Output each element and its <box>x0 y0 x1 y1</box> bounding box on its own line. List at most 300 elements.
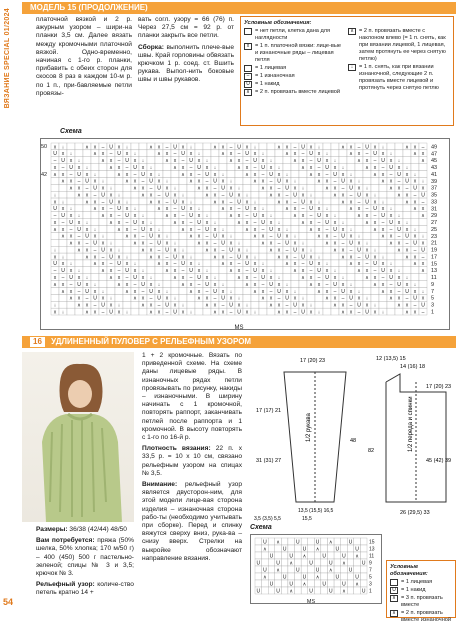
chart-cell <box>59 191 67 198</box>
chart-symbol: x <box>301 158 305 165</box>
chart-symbol: x <box>141 185 145 192</box>
chart-symbol: U <box>325 219 329 226</box>
chart-symbol: – <box>341 295 345 302</box>
chart-symbol: x <box>277 302 281 309</box>
chart-symbol: x <box>221 288 225 295</box>
chart-cell <box>211 150 219 157</box>
chart-symbol: U <box>325 164 329 171</box>
chart-cell <box>195 246 203 253</box>
chart-symbol: – <box>365 151 369 158</box>
chart-symbol: – <box>125 219 129 226</box>
chart-symbol: ↓ <box>101 233 105 240</box>
chart-symbol: ↓ <box>213 164 217 171</box>
chart-cell <box>75 143 83 150</box>
chart-symbol: ↓ <box>157 226 161 233</box>
chart-symbol: ↓ <box>381 144 385 151</box>
chart-symbol: ∧ <box>277 309 281 316</box>
chart-symbol: x <box>133 288 137 295</box>
chart16-cell <box>321 587 328 594</box>
chart-symbol: ∧ <box>397 247 401 254</box>
chart-symbol: ∧ <box>357 268 361 275</box>
chart-symbol: ↓ <box>397 213 401 220</box>
chart-symbol: – <box>61 164 65 171</box>
chart-symbol: – <box>373 213 377 220</box>
chart-symbol: x <box>373 275 377 281</box>
chart-symbol: – <box>365 261 369 268</box>
chart-symbol: x <box>341 302 345 309</box>
chart-symbol: x <box>389 288 393 295</box>
chart-symbol: x <box>269 275 273 281</box>
chart16-cell <box>347 587 354 594</box>
chart-symbol: ↓ <box>141 268 145 275</box>
chart-symbol: – <box>397 178 401 185</box>
chart16-cell <box>334 538 341 545</box>
chart-symbol: x <box>213 171 217 178</box>
chart-symbol: U <box>197 164 201 171</box>
chart-symbol: U <box>69 275 73 281</box>
chart-symbol: U <box>109 254 113 261</box>
chart16-symbol: U <box>361 560 366 567</box>
chart-symbol: ∧ <box>405 254 409 261</box>
chart-symbol: ∧ <box>197 240 201 247</box>
row-number: 35 <box>431 192 438 199</box>
chart-symbol: ∧ <box>213 199 217 206</box>
chart-symbol: ∧ <box>421 158 425 165</box>
chart-symbol: x <box>77 240 81 247</box>
chart-symbol: U <box>237 309 241 316</box>
chart-symbol: – <box>77 233 81 240</box>
chart-symbol: x <box>157 309 161 316</box>
chart-cell <box>307 232 315 239</box>
chart-symbol: x <box>101 185 105 192</box>
chart-symbol-icon: U <box>244 81 252 88</box>
chart-symbol: x <box>117 199 121 206</box>
chart-cell <box>147 260 155 267</box>
chart-cell <box>235 287 243 294</box>
chart-cell <box>115 294 123 301</box>
chart-cell <box>299 232 307 239</box>
chart-symbol: U <box>357 192 361 199</box>
assembly-text: выполнить плече-вые швы. Край горловины обвязать крючком 1 р. соед. ст. Вшить рукава. Выпол-нить боковые швы и швы рукавов. <box>138 43 234 84</box>
chart-symbol: ∧ <box>189 233 193 240</box>
chart-symbol: x <box>389 158 393 165</box>
chart-symbol: ∧ <box>373 281 377 288</box>
chart-symbol: – <box>333 233 337 240</box>
chart-symbol: – <box>229 254 233 261</box>
chart-symbol: ∧ <box>285 261 289 268</box>
chart-symbol: x <box>397 185 401 192</box>
chart-symbol: ∧ <box>333 247 337 254</box>
chart-cell <box>171 287 179 294</box>
chart-symbol: ↓ <box>317 309 321 316</box>
chart-symbol: U <box>221 295 225 302</box>
chart-symbol: ∧ <box>189 288 193 295</box>
chart-symbol: – <box>349 247 353 254</box>
chart-symbol: x <box>221 178 225 185</box>
chart16-cell <box>255 573 262 580</box>
chart-cell <box>211 157 219 164</box>
chart-symbol: – <box>317 275 321 281</box>
chart-symbol: x <box>309 164 313 171</box>
chart16-cell <box>255 545 262 552</box>
chart-symbol: U <box>237 254 241 261</box>
chart-symbol: U <box>349 185 353 192</box>
chart-cell <box>107 177 115 184</box>
chart-symbol: U <box>125 158 129 165</box>
chart-symbol: x <box>93 288 97 295</box>
chart-cell <box>59 301 67 308</box>
legend16-title: Условные обозначения: <box>390 564 428 577</box>
chart-symbol: ∧ <box>277 254 281 261</box>
chart-symbol: x <box>309 309 313 316</box>
legend15-right-item <box>348 64 450 92</box>
chart-symbol: x <box>293 261 297 268</box>
chart16-cell <box>268 538 275 545</box>
chart-symbol: ∧ <box>381 233 385 240</box>
chart-symbol: – <box>165 144 169 151</box>
chart-symbol: ∧ <box>157 261 161 268</box>
chart-cell <box>139 150 147 157</box>
chart-symbol: U <box>197 275 201 281</box>
chart-symbol: ↓ <box>357 233 361 240</box>
chart-symbol: U <box>205 171 209 178</box>
chart-symbol: x <box>325 288 329 295</box>
chart-symbol: ↓ <box>125 254 129 261</box>
chart-cell <box>67 198 75 205</box>
chart-symbol: ∧ <box>325 295 329 302</box>
chart-cell <box>315 294 323 301</box>
chart-symbol: – <box>85 185 89 192</box>
chart-symbol: x <box>277 281 281 288</box>
chart-symbol: U <box>117 206 121 213</box>
chart-symbol: – <box>117 213 121 220</box>
chart16-symbol: U <box>256 588 261 595</box>
chart-symbol: ∧ <box>389 295 393 302</box>
body-schematic <box>368 356 451 516</box>
chart-symbol: – <box>133 226 137 233</box>
chart-symbol: ↓ <box>237 295 241 302</box>
chart-symbol: x <box>77 164 81 171</box>
chart-cell <box>91 274 99 281</box>
chart-cell <box>187 246 195 253</box>
chart-symbol: ∧ <box>165 213 169 220</box>
chart16-cell <box>314 559 321 566</box>
chart-symbol: ↓ <box>229 178 233 185</box>
chart-symbol: ∧ <box>213 254 217 261</box>
chart16-cell <box>321 559 328 566</box>
chart-symbol: ∧ <box>365 219 369 226</box>
chart-symbol: U <box>309 261 313 268</box>
chart-symbol: – <box>205 288 209 295</box>
chart-symbol: ∧ <box>213 309 217 316</box>
chart-symbol: x <box>253 261 257 268</box>
chart-symbol: ↓ <box>277 164 281 171</box>
chart-cell <box>275 260 283 267</box>
legend15-left-item <box>244 65 342 72</box>
chart-symbol: ∧ <box>341 144 345 151</box>
chart-symbol: ↓ <box>197 261 201 268</box>
chart-cell <box>283 274 291 281</box>
row-number: 1 <box>431 309 435 316</box>
chart-symbol: ∧ <box>117 226 121 233</box>
chart16-cell <box>334 552 341 559</box>
chart-symbol: U <box>373 261 377 268</box>
chart16-cell <box>347 580 354 587</box>
chart-symbol: – <box>413 302 417 309</box>
chart-symbol: ↓ <box>309 302 313 309</box>
chart16-cell <box>281 566 288 573</box>
chart-symbol: x <box>229 261 233 268</box>
chart-symbol: ↓ <box>253 144 257 151</box>
chart-cell <box>59 184 67 191</box>
chart-symbol: x <box>261 158 265 165</box>
chart-symbol: – <box>109 261 113 268</box>
chart16-symbol: ∧ <box>315 574 320 581</box>
chart16-cell <box>301 566 308 573</box>
chart-symbol: ↓ <box>325 261 329 268</box>
chart-symbol: – <box>189 219 193 226</box>
chart-cell <box>51 287 59 294</box>
chart-cell <box>203 143 211 150</box>
legend16-item <box>390 587 452 594</box>
chart16-cell <box>334 580 341 587</box>
chart-symbol: – <box>285 302 289 309</box>
chart-symbol: x <box>277 171 281 178</box>
chart-symbol: U <box>165 302 169 309</box>
chart-cell <box>131 308 139 315</box>
chart-symbol: ∧ <box>405 199 409 206</box>
chart-cell <box>59 239 67 246</box>
chart-cell <box>411 164 419 171</box>
chart-symbol: – <box>181 268 185 275</box>
chart-symbol: – <box>229 309 233 316</box>
chart-symbol: x <box>125 261 129 268</box>
chart-symbol: ↓ <box>101 178 105 185</box>
chart-symbol: x <box>301 302 305 309</box>
model15-text-col1: платочной вязкой и 2 р. ажурным узором – шири-на планки 3,5 см. Далее вязать между кромочными платочной вязкой. Одно-временно, начиная с 1-го р. планки, прибавить с обеих сторон для скосов 8 раз в каждом 10-м р. по 1 п., при-бавляемые петли провязы- <box>36 16 132 97</box>
chart-symbol: – <box>261 226 265 233</box>
chart-symbol: ∧ <box>269 192 273 199</box>
chart-symbol: ↓ <box>189 144 193 151</box>
chart-symbol: x <box>261 178 265 185</box>
chart-symbol: – <box>365 206 369 213</box>
chart-symbol: x <box>349 233 353 240</box>
chart-cell <box>371 239 379 246</box>
model15-col2-text: вать согл. узору = 66 (76) п. Через 27,5 см = 92 р. от планки закрыть все петли. <box>138 16 234 40</box>
chart16-cell <box>341 573 348 580</box>
chart-symbol: ↓ <box>61 254 65 261</box>
chart-symbol: – <box>245 158 249 165</box>
chart-symbol: ∧ <box>77 247 81 254</box>
chart-cell <box>147 205 155 212</box>
chart-symbol: U <box>245 206 249 213</box>
chart-symbol: ↓ <box>413 226 417 233</box>
chart-cell <box>331 205 339 212</box>
chart16-cell <box>255 538 262 545</box>
chart16-cell <box>360 580 367 587</box>
chart-symbol: x <box>61 281 65 288</box>
chart16-symbol: U <box>328 560 333 567</box>
chart-symbol: x <box>165 240 169 247</box>
chart-cell <box>395 253 403 260</box>
chart-symbol: ∧ <box>389 185 393 192</box>
chart-cell <box>75 198 83 205</box>
row-number: 37 <box>431 185 438 192</box>
row-number: 49 <box>431 144 438 151</box>
chart-cell <box>347 164 355 171</box>
chart16-symbol: U <box>315 539 320 546</box>
chart-symbol: ↓ <box>165 178 169 185</box>
chart-symbol: ∧ <box>317 233 321 240</box>
chart-cell <box>203 198 211 205</box>
row16-number: 11 <box>369 553 375 560</box>
chart-symbol: – <box>213 295 217 302</box>
chart16-cell <box>327 552 334 559</box>
chart-cell <box>331 198 339 205</box>
chart-symbol: x <box>197 233 201 240</box>
chart16-cell <box>268 573 275 580</box>
chart-symbol: x <box>341 171 345 178</box>
chart-symbol: U <box>141 226 145 233</box>
chart-cell <box>355 219 363 226</box>
chart-cell <box>99 164 107 171</box>
chart-cell <box>91 157 99 164</box>
chart-symbol: U <box>165 192 169 199</box>
chart-symbol: x <box>237 302 241 309</box>
chart-symbol: x <box>173 247 177 254</box>
chart-symbol: ↓ <box>109 185 113 192</box>
chart-symbol: x <box>373 144 377 151</box>
chart-symbol: ∧ <box>261 240 265 247</box>
sizes-value: 36/38 (42/44) 48/50 <box>69 526 127 533</box>
chart-cell <box>339 157 347 164</box>
chart-cell <box>299 226 307 233</box>
legend15-right-item <box>348 28 450 63</box>
chart-cell <box>211 205 219 212</box>
chart16-symbol: U <box>276 588 280 595</box>
chart-symbol: x <box>317 206 321 213</box>
chart-cell <box>131 246 139 253</box>
chart-symbol: ↓ <box>381 309 385 316</box>
chart-cell <box>411 267 419 274</box>
chart-cell <box>179 294 187 301</box>
chart-symbol: x <box>245 219 249 226</box>
chart-symbol: ∧ <box>173 219 177 226</box>
row-number: 47 <box>431 151 438 158</box>
chart-cell <box>211 212 219 219</box>
row-number: 39 <box>431 178 438 185</box>
row-number: 7 <box>431 288 435 295</box>
chart-symbol: – <box>157 192 161 199</box>
chart-symbol: ∧ <box>381 288 385 295</box>
chart-cell <box>379 184 387 191</box>
chart-symbol: x <box>293 151 297 158</box>
chart16-cell <box>295 580 302 587</box>
chart16-symbol: U <box>302 546 307 553</box>
sweater-model-illustration <box>22 352 134 522</box>
chart-symbol: – <box>125 275 129 281</box>
chart-symbol: ↓ <box>213 275 217 281</box>
chart-cell <box>419 274 427 281</box>
chart-symbol: x <box>285 233 289 240</box>
chart-symbol: – <box>389 281 393 288</box>
row-number: 31 <box>431 206 438 213</box>
legend-right-column <box>348 28 450 97</box>
chart-symbol: ↓ <box>141 158 145 165</box>
chart-symbol: – <box>173 151 177 158</box>
relief-label: Рельефный узор: <box>36 581 95 589</box>
chart-symbol: x <box>269 185 273 192</box>
chart-symbol: ↓ <box>53 302 57 309</box>
chart-cell <box>275 157 283 164</box>
chart-symbol: ↓ <box>61 144 65 151</box>
chart-symbol: – <box>389 171 393 178</box>
model15-legend <box>240 16 454 126</box>
model16-text-col2 <box>142 352 242 563</box>
chart-cell <box>115 287 123 294</box>
chart-symbol: x <box>365 302 369 309</box>
chart16-symbol: U <box>355 546 359 553</box>
chart-symbol: ↓ <box>149 275 153 281</box>
chart-symbol: x <box>253 226 257 233</box>
chart-symbol: ∧ <box>221 261 225 268</box>
chart16-cell <box>327 573 334 580</box>
chart-symbol: U <box>141 171 145 178</box>
chart-cell <box>323 143 331 150</box>
chart-symbol: x <box>205 240 209 247</box>
chart-symbol: ↓ <box>301 240 305 247</box>
chart-symbol: U <box>149 288 153 295</box>
chart-symbol: ∧ <box>293 158 297 165</box>
chart-cell <box>179 177 187 184</box>
chart-symbol: x <box>181 199 185 206</box>
chart-symbol: ∧ <box>189 178 193 185</box>
chart-cell <box>259 191 267 198</box>
chart-symbol: x <box>349 199 353 206</box>
chart-cell <box>371 177 379 184</box>
chart-symbol: – <box>261 281 265 288</box>
chart-cell <box>139 143 147 150</box>
chart-symbol: ∧ <box>261 185 265 192</box>
chart-cell <box>347 274 355 281</box>
chart-cell <box>91 212 99 219</box>
chart-cell <box>259 246 267 253</box>
chart-cell <box>163 219 171 226</box>
chart-cell <box>67 246 75 253</box>
chart-cell <box>291 219 299 226</box>
chart16-cell <box>262 587 269 594</box>
chart-symbol: ↓ <box>333 268 337 275</box>
chart16-cell <box>255 566 262 573</box>
chart-symbol: x <box>253 151 257 158</box>
chart-symbol: – <box>349 302 353 309</box>
chart-symbol: ↓ <box>413 281 417 288</box>
chart-symbol: ∧ <box>197 295 201 302</box>
chart-symbol: ↓ <box>173 295 177 302</box>
chart-symbol: U <box>101 302 105 309</box>
chart-symbol: U <box>301 199 305 206</box>
chart-cell <box>315 301 323 308</box>
chart-symbol-icon <box>390 579 398 586</box>
chart16-cell <box>341 566 348 573</box>
chart16-cell <box>301 538 308 545</box>
chart-symbol: x <box>181 219 185 226</box>
chart-symbol: ↓ <box>349 171 353 178</box>
chart-symbol: – <box>301 151 305 158</box>
chart-cell <box>67 308 75 315</box>
chart-cell <box>403 260 411 267</box>
chart-symbol: x <box>117 254 121 261</box>
